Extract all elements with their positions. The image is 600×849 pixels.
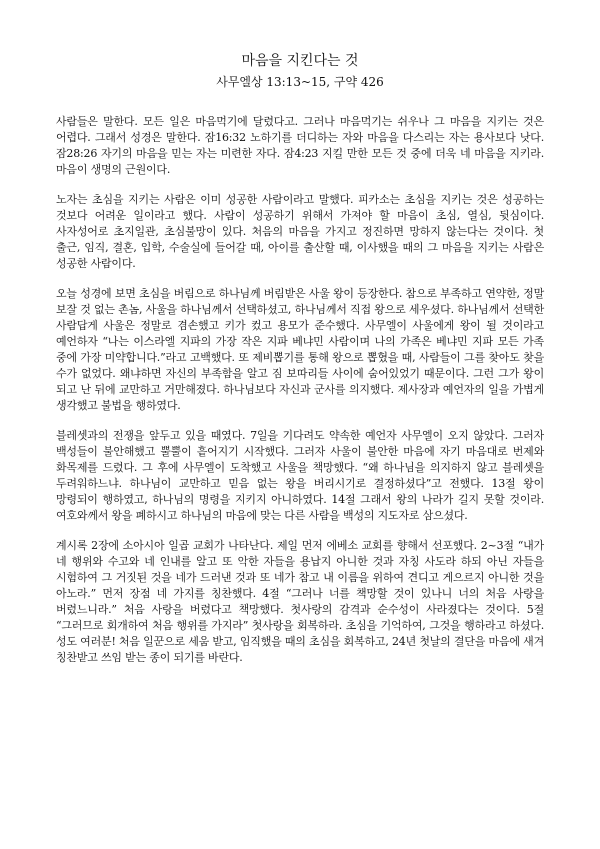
paragraph-2: 노자는 초심을 지키는 사람은 이미 성공한 사람이라고 말했다. 피카소는 초심을 지키는 것은 성공하는 것보다 어려운 일이라고 했다. 사람이 성공하기 위해서 가져야 할 마음이 초심, 열심, 뒷심이다. 사자성어로 초지일관, 초심불망이 있다. 처음의 마음을 가지고 정진하면 망하지 않는다는 것이다. 첫 출근, 임직, 결혼, 입학, 수술실에 들어갈 때, 아이를 출산할 때, 이사했을 때의 그 마음을 지키는 사람은 성공한 사람이다. <box>56 193 544 270</box>
paragraph-1: 사람들은 말한다. 모든 일은 마음먹기에 달렸다고. 그러나 마음먹기는 쉬우나 그 마음을 지키는 것은 어렵다. 그래서 성경은 말한다. 잠16:32 노하기를 더디하는 자와 마음을 다스리는 자는 용사보다 낫다. 잠28:26 자기의 마음을 믿는 자는 미련한 자다. 잠4:23 지킬 만한 모든 것 중에 더욱 네 마음을 지키라. 마음이 생명의 근원이다. <box>56 115 544 176</box>
paragraph-3: 오늘 성경에 보면 초심을 버림으로 하나님께 버림받은 사울 왕이 등장한다. 참으로 부족하고 연약한, 정말 보잘 것 없는 촌놈, 사울을 하나님께서 선택하셨고, 하나님께서 직접 왕으로 세우셨다. 하나님께서 선택한 사람답게 사울은 정말로 겸손했고 키가 컸고 용모가 준수했다. 사무엘이 사울에게 왕이 될 것이라고 예언하자 “나는 이스라엘 지파의 가장 작은 지파 베냐민 사람이며 나의 가족은 베냐민 지파 모든 가족 중에 가장 미약합니다.”라고 고백했다. 또 제비뽑기를 통해 왕으로 뽑혔을 때, 사람들이 그를 찾아도 찾을 수가 없었다. 왜냐하면 자신의 부족함을 알고 짐 보따리들 사이에 숨어있었기 때문이다. 그런 그가 왕이 되고 난 뒤에 교만하고 거만해졌다. 하나님보다 자신과 군사를 의지했다. 제사장과 예언자의 일을 가볍게 생각했고 불법을 행하였다. <box>56 287 544 412</box>
paragraph-4: 블레셋과의 전쟁을 앞두고 있을 때였다. 7일을 기다려도 약속한 예언자 사무엘이 오지 않았다. 그러자 백성들이 불안해했고 뿔뿔이 흩어지기 시작했다. 그러자 사울이 불안한 마음에 자기 마음대로 번제와 화목제를 드렸다. 그 후에 사무엘이 도착했고 사울을 책망했다. “왜 하나님을 의지하지 않고 블레셋을 두려워하느냐. 하나님이 교만하고 믿음 없는 왕을 버리시기로 결정하셨다”고 전했다. 13절 왕이 망령되이 행하였고, 하나님의 명령을 지키지 아니하였다. 14절 그래서 왕의 나라가 길지 못할 것이라. 여호와께서 왕을 폐하시고 하나님의 마음에 맞는 다른 사람을 백성의 지도자로 삼으셨다. <box>56 429 544 522</box>
paragraph-5: 계시록 2장에 소아시아 일곱 교회가 나타난다. 제일 먼저 에베소 교회를 향해서 선포했다. 2~3절 “내가 네 행위와 수고와 네 인내를 알고 또 악한 자들을 용납지 아니한 것과 자칭 사도라 하되 아닌 자들을 시험하여 그 거짓된 것을 네가 드러낸 것과 또 네가 참고 내 이름을 위하여 견디고 게으르지 아니한 것을 아노라.” 먼저 장점 네 가지를 칭찬했다. 4절 “그러나 너를 책망할 것이 있나니 너의 처음 사랑을 버렸느니라.” 처음 사랑을 버렸다고 책망했다. 첫사랑의 감격과 순수성이 사라졌다는 것이다. 5절 “그러므로 회개하여 처음 행위를 가지라” 첫사랑을 회복하라. 초심을 기억하여, 그것을 행하라고 하셨다. 성도 여러분! 처음 일꾼으로 세움 받고, 임직했을 때의 초심을 회복하고, 24년 첫날의 결단을 마음에 새겨 칭찬받고 쓰임 받는 종이 되기를 바란다. <box>56 539 544 664</box>
sermon-title: 마음을 지킨다는 것 <box>241 53 359 69</box>
scripture-reference: 사무엘상 13:13~15, 구약 426 <box>216 75 384 89</box>
